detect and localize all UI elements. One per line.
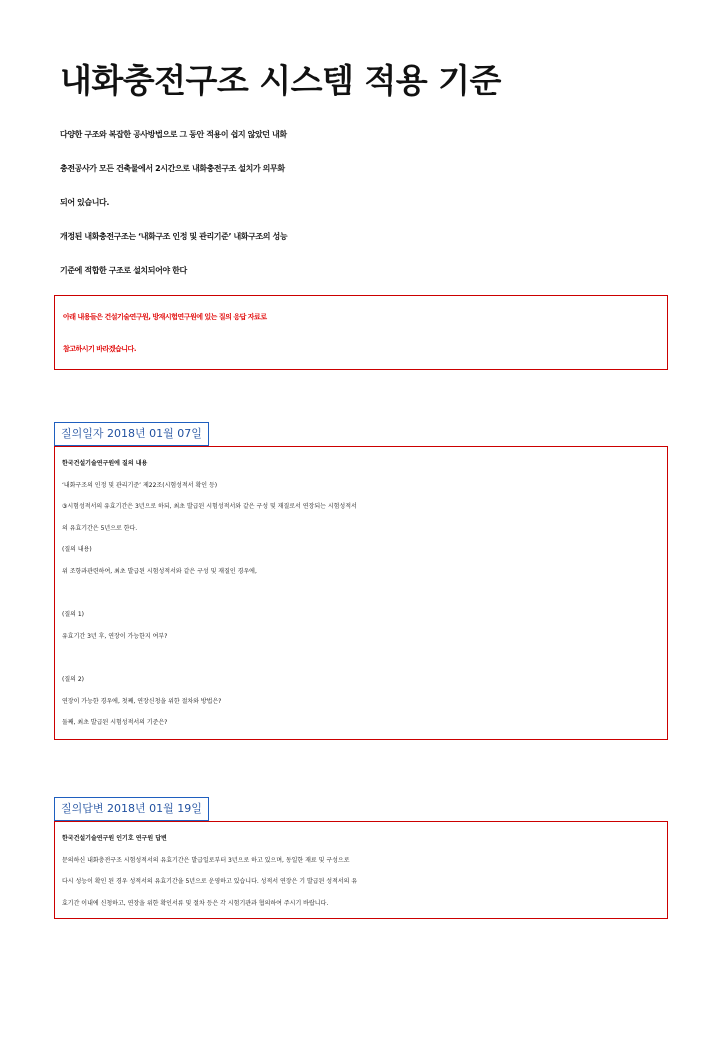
answer-box [54,821,668,919]
question-line: 의 유효기간은 5년으로 한다. [62,524,138,532]
answer-line: 문의하신 내화충전구조 시험성적서의 유효기간은 발급일로부터 3년으로 하고 있으며, 동일한 재료 및 구성으로 [62,856,350,864]
question-line [62,583,661,605]
intro-paragraph [60,118,680,288]
notice-box [54,295,668,370]
page-title: 내화충전구조 시스템 적용 기준 [60,61,501,100]
intro-line: 되어 있습니다. [60,198,109,207]
question-date-label: 질의일자 2018년 01월 07일 [54,422,209,446]
intro-line: 충전공사가 모든 건축물에서 2시간으로 내화충전구조 설치가 의무화 [60,164,285,173]
intro-line: 기준에 적합한 구조로 설치되어야 한다 [60,266,187,275]
question-line: ③시험성적서의 유효기간은 3년으로 하되, 최초 발급된 시험성적서와 같은 구성 및 재질로서 연장되는 시험성적서 [62,503,357,511]
intro-line: 개정된 내화충전구조는 ‘내화구조 인정 및 관리기준’ 내화구조의 성능 [60,232,288,241]
question-line: 유효기간 3년 후, 연장이 가능한지 여부? [62,632,168,640]
notice-line: 참고하시기 바라겠습니다. [63,345,136,353]
question-box [54,446,668,740]
question-line: (질의 2) [62,675,84,683]
answer-line: 다시 성능이 확인 된 경우 성적서의 유효기간을 5년으로 운영하고 있습니다. 성적서 연장은 기 발급된 성적서의 유 [62,878,358,886]
question-line: (질의 내용) [62,546,92,554]
answer-date-label: 질의답변 2018년 01월 19일 [54,797,209,821]
question-line: 위 조항과관련하여, 최초 발급된 시험성적서와 같은 구성 및 재질인 경우에, [62,567,257,575]
answer-heading: 한국건설기술연구원 인기호 연구원 답변 [62,835,167,842]
question-line: (질의 1) [62,611,84,619]
question-line [62,647,661,669]
question-heading: 한국건설기술연구원에 질의 내용 [62,460,148,467]
question-line: ‘내화구조의 인정 및 관리기준’ 제22조(시험성적서 확인 등) [62,481,218,489]
intro-line: 다양한 구조와 복잡한 공사방법으로 그 동안 적용이 쉽지 않았던 내화 [60,130,287,139]
question-line: 둘째, 최초 발급된 시험성적서의 기준은? [62,719,168,727]
notice-line: 아래 내용들은 건설기술연구원, 방재시험연구원에 있는 질의 응답 자료로 [63,313,267,321]
question-line: 연장이 가능한 경우에, 첫째, 연장신청을 위한 절차와 방법은? [62,697,222,705]
answer-line: 효기간 이내에 신청하고, 연장을 위한 확인서류 및 절차 등은 각 시험기관과 협의하여 주시기 바랍니다. [62,899,329,907]
